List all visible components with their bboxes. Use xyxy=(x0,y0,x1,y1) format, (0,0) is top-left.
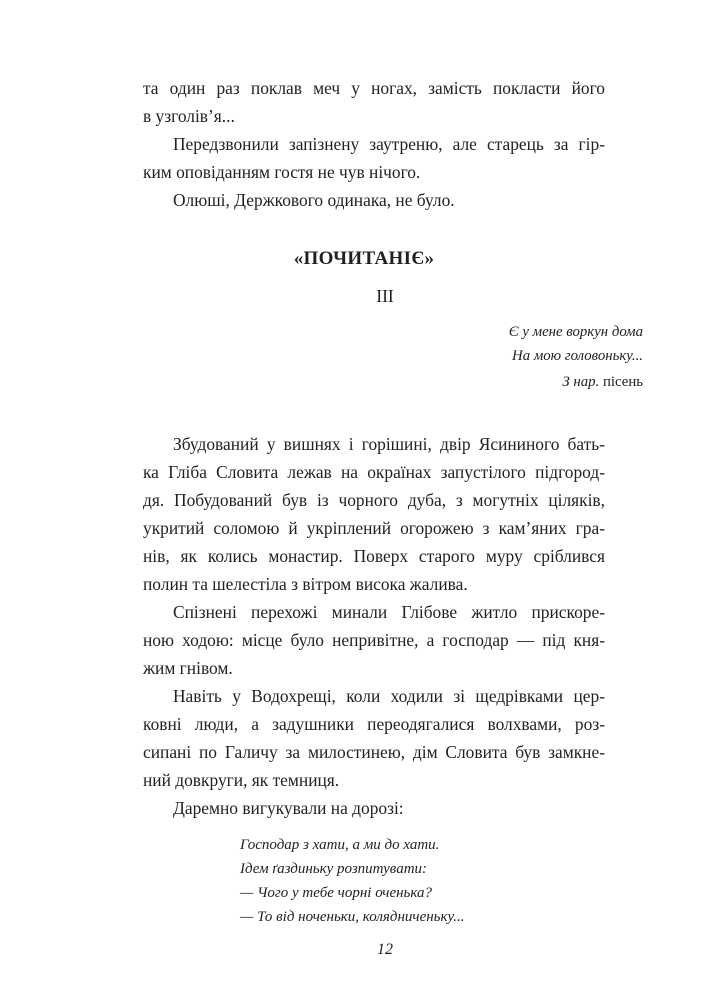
paragraph-line: Олюші, Держкового одинака, не було. xyxy=(173,190,455,210)
epigraph-source xyxy=(562,374,643,391)
paragraph-line: укритий соломою й укріплений огорожею з кам’яних гра- xyxy=(143,518,605,538)
paragraph-line: ка Гліба Словита лежав на окраїнах запустілого підгород- xyxy=(143,462,605,482)
paragraph-line: ким оповіданням гостя не чув нічого. xyxy=(143,162,421,182)
paragraph-line: полин та шелестіла з вітром висока жалива. xyxy=(143,574,468,594)
paragraph-line: Даремно вигукували на дорозі: xyxy=(173,798,404,818)
paragraph-line: та один раз поклав меч у ногах, замість покласти його xyxy=(143,78,605,98)
paragraph-line: в узголів’я... xyxy=(143,106,235,126)
paragraph-line: ковні люди, а задушники переодягалися волхвами, роз- xyxy=(143,714,605,734)
chapter-number: III xyxy=(376,286,394,306)
paragraph-line: нів, як колись монастир. Поверх старого муру сріблився xyxy=(143,546,605,566)
verse-line: Ідем ґаздиньку розпитувати: xyxy=(240,861,428,877)
epigraph-line: Є у мене воркун дома xyxy=(508,324,643,340)
epigraph-source-prefix: З нар. xyxy=(562,374,600,390)
paragraph-line: ною ходою: місце було непривітне, а господар — під кня- xyxy=(143,630,605,650)
paragraph-line: дя. Побудований був із чорного дуба, з могутніх ціляків, xyxy=(143,490,605,510)
paragraph-line: Навіть у Водохрещі, коли ходили зі щедрівками цер- xyxy=(173,686,605,706)
paragraph-line: жим гнівом. xyxy=(143,658,233,678)
paragraph-line: Передзвонили запізнену заутреню, але старець за гір- xyxy=(173,134,605,154)
section-title: «ПОЧИТАНІЄ» xyxy=(293,248,435,269)
paragraph-line: ний довкруги, як темниця. xyxy=(143,770,340,790)
page-number: 12 xyxy=(377,941,393,958)
verse-line: Господар з хати, а ми до хати. xyxy=(240,837,440,853)
verse-line: — Чого у тебе чорні оченька? xyxy=(240,885,433,901)
paragraph-line: Збудований у вишнях і горішині, двір Ясининого бать- xyxy=(173,434,605,454)
paragraph-line: Спізнені перехожі минали Глібове житло прискоре- xyxy=(173,602,605,622)
epigraph-line: На мою головоньку... xyxy=(512,348,643,364)
verse-line: — То від ноченьки, колядниченьку... xyxy=(240,909,465,925)
paragraph-line: сипані по Галичу за милостинею, дім Словита був замкне- xyxy=(143,742,605,762)
epigraph-source-rest: пісень xyxy=(602,374,643,390)
